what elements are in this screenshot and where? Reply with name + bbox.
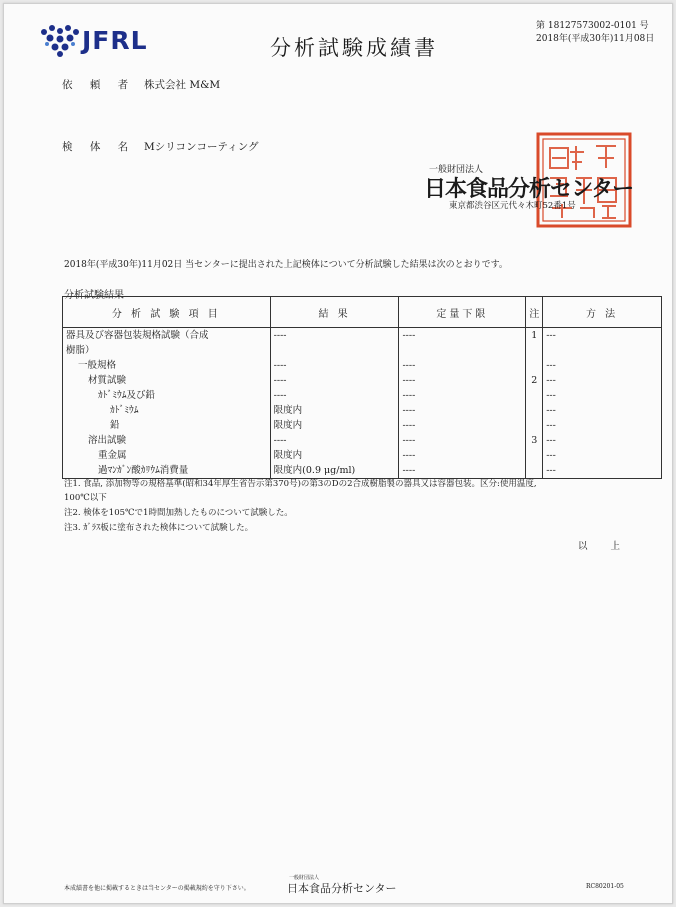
- row-result: 限度内(0.9 μg/ml): [270, 463, 399, 479]
- issuer-type: 一般財団法人: [429, 165, 484, 175]
- row-result: 限度内: [270, 448, 399, 463]
- row-method: ---: [543, 448, 662, 463]
- row-note: 1: [526, 328, 543, 344]
- footer-text: 本成績書を他に掲載するときは当センターの掲載規約を守り下さい。: [64, 885, 250, 892]
- row-method: ---: [543, 433, 662, 448]
- row-item: 重金属: [63, 448, 271, 463]
- report-page: [3, 3, 673, 904]
- row-note: [526, 403, 543, 418]
- row-item: 樹脂）: [63, 343, 271, 358]
- row-result: ----: [270, 373, 399, 388]
- document-date: 2018年(平成30年)11月08日: [536, 34, 655, 44]
- row-item: 溶出試験: [63, 433, 271, 448]
- issuer-name: 日本食品分析センター: [424, 177, 634, 202]
- row-item: 鉛: [63, 418, 271, 433]
- row-item: ｶﾄﾞﾐｳﾑ: [63, 403, 271, 418]
- footer-org-type: 一般財団法人: [289, 875, 320, 881]
- row-result: [270, 343, 399, 358]
- row-note: [526, 358, 543, 373]
- table-row: [63, 358, 662, 373]
- row-note: 2: [526, 373, 543, 388]
- row-method: ---: [543, 373, 662, 388]
- row-limit: ----: [399, 328, 526, 344]
- row-item: 材質試験: [63, 373, 271, 388]
- row-item: 過ﾏﾝｶﾞﾝ酸ｶﾘｳﾑ消費量: [63, 463, 271, 479]
- row-method: ---: [543, 418, 662, 433]
- row-result: 限度内: [270, 403, 399, 418]
- row-result: ----: [270, 433, 399, 448]
- row-limit: ----: [399, 403, 526, 418]
- row-method: ---: [543, 403, 662, 418]
- table-row: [63, 328, 662, 344]
- row-note: [526, 343, 543, 358]
- document-number: 第 18127573002-0101 号: [536, 21, 649, 31]
- note-1: 注1. 食品, 添加物等の規格基準(昭和34年厚生省告示第370号)の第3のDの2合成樹脂製の器具又は容器包装。区分:使用温度,: [64, 479, 537, 489]
- document-title: 分析試験成績書: [270, 36, 438, 60]
- client-label: 依 頼 者: [62, 79, 136, 91]
- row-limit: [399, 343, 526, 358]
- note-3: 注3. ｶﾞﾗｽ板に塗布された検体について試験した。: [64, 523, 254, 533]
- row-method: [543, 343, 662, 358]
- table-row: [63, 343, 662, 358]
- footer-org-name: 日本食品分析センター: [287, 882, 397, 895]
- client-value: 株式会社 M&M: [144, 79, 221, 91]
- row-limit: ----: [399, 358, 526, 373]
- header-item: 分 析 試 験 項 目: [63, 297, 271, 328]
- row-method: ---: [543, 388, 662, 403]
- row-note: 3: [526, 433, 543, 448]
- row-method: ---: [543, 328, 662, 344]
- section-title: 分析試験結果: [64, 290, 124, 301]
- header-limit: 定量下限: [399, 297, 526, 328]
- row-result: ----: [270, 388, 399, 403]
- header-method: 方 法: [543, 297, 662, 328]
- logo-text: JFRL: [82, 26, 148, 55]
- row-item: ｶﾄﾞﾐｳﾑ及び鉛: [63, 388, 271, 403]
- row-limit: ----: [399, 448, 526, 463]
- row-limit: ----: [399, 373, 526, 388]
- table-row: [63, 388, 662, 403]
- table-row: [63, 373, 662, 388]
- closing-text: 以 上: [578, 541, 631, 552]
- row-limit: ----: [399, 388, 526, 403]
- header-note: 注: [526, 297, 543, 328]
- table-row: [63, 418, 662, 433]
- row-method: ---: [543, 358, 662, 373]
- row-result: 限度内: [270, 418, 399, 433]
- note-1-cont: 100℃以下: [64, 493, 107, 503]
- row-item: 一般規格: [63, 358, 271, 373]
- row-note: [526, 418, 543, 433]
- row-limit: ----: [399, 418, 526, 433]
- row-note: [526, 388, 543, 403]
- row-limit: ----: [399, 463, 526, 479]
- table-row: [63, 463, 662, 479]
- row-result: ----: [270, 328, 399, 344]
- row-item: 器具及び容器包装規格試験（合成: [63, 328, 271, 344]
- row-method: ---: [543, 463, 662, 479]
- row-limit: ----: [399, 433, 526, 448]
- intro-text: 2018年(平成30年)11月02日 当センターに提出された上記検体について分析試験した結果は次のとおりです。: [64, 260, 508, 270]
- table-row: [63, 448, 662, 463]
- note-2: 注2. 検体を105℃で1時間加熱したものについて試験した。: [64, 508, 293, 518]
- table-row: [63, 433, 662, 448]
- row-note: [526, 448, 543, 463]
- row-result: ----: [270, 358, 399, 373]
- results-table: [62, 296, 662, 479]
- issuer-address: 東京都渋谷区元代々木町52番1号: [449, 201, 576, 211]
- sample-value: Mシリコンコーティング: [144, 141, 259, 153]
- footer-code: RC80201-05: [586, 883, 624, 890]
- header-result: 結 果: [270, 297, 399, 328]
- row-note: [526, 463, 543, 479]
- table-row: [63, 403, 662, 418]
- sample-label: 検 体 名: [62, 141, 136, 153]
